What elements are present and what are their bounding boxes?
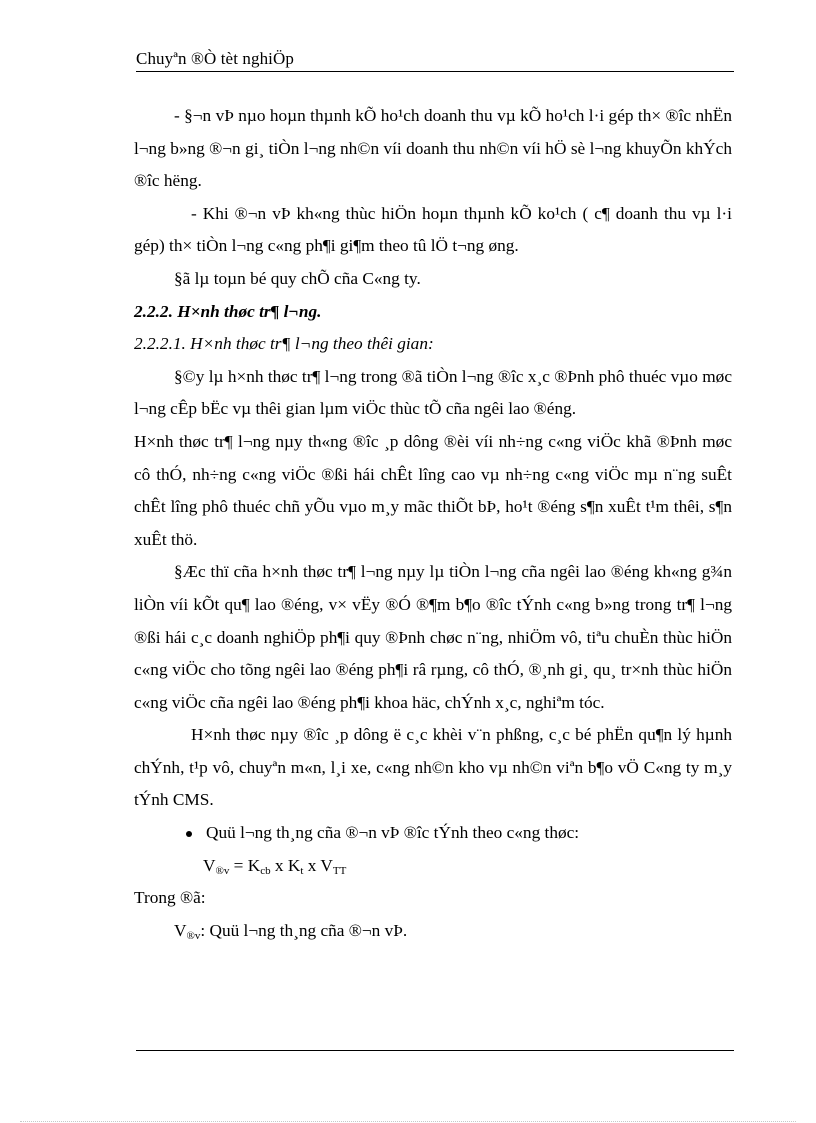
formula-vtt-sub: TT (332, 864, 347, 877)
formula-v: V (203, 855, 216, 875)
page-bottom-edge (20, 1121, 796, 1122)
formula-x2: x (303, 855, 321, 875)
salary-fund-formula (134, 850, 732, 883)
formula-k2: K (287, 855, 301, 875)
var-v: V (174, 920, 187, 940)
document-body (134, 100, 732, 947)
footer-divider (136, 1050, 734, 1051)
bullet-item (134, 817, 732, 850)
label-where: Trong ®ã: (134, 888, 206, 908)
section-heading-2-2-2-1: 2.2.2.1. H×nh thøc tr¶ l¬ng theo thêi gian: (134, 334, 434, 354)
formula-x1: x (270, 855, 288, 875)
formula-kt-sub: t (300, 864, 304, 877)
formula-k1: K (247, 855, 261, 875)
page-header-title: Chuyªn ®Ò tèt nghiÖp (136, 49, 294, 68)
formula-eq: = (229, 855, 248, 875)
var-v-definition: : Quü l¬ng th¸ng cña ®¬n vÞ. (200, 920, 408, 940)
bullet-dot-icon (186, 831, 192, 837)
header-divider (136, 71, 734, 72)
paragraph-time-based-definition: §©y lµ h×nh thøc tr¶ l¬ng trong ®ã tiÒn l¬ng ®îc x¸c ®Þnh phô thuéc vµo møc l¬ng cÊp bËc vµ thêi gian lµm viÖc thùc tÕ cña ngêi lao ®éng. (134, 366, 732, 419)
paragraph-revenue-plan: - §¬n vÞ nµo hoµn thµnh kÕ ho¹ch doanh thu vµ kÕ ho¹ch l·i gép th× ®îc nhËn l¬ng b»ng ®¬n gi¸ tiÒn l¬ng nh©n víi doanh thu nh©n víi hÖ sè l¬ng khuyÕn khÝch ®îc hëng. (134, 106, 732, 191)
formula-kcb-sub: cb (260, 864, 271, 877)
paragraph-company-regulation: §ã lµ toµn bé quy chÕ cña C«ng ty. (174, 268, 421, 288)
formula-v-sub: ®v (215, 864, 230, 877)
bullet-text: Quü l¬ng th¸ng cña ®¬n vÞ ®îc tÝnh theo c«ng thøc: (206, 823, 580, 843)
formula-v2: V (320, 855, 333, 875)
section-heading-2-2-2: 2.2.2. H×nh thøc tr¶ l¬ng. (134, 301, 322, 321)
paragraph-time-based-scope: H×nh thøc nµy ®îc ¸p dông ë c¸c khèi v¨n phßng, c¸c bé phËn qu¶n lý hµnh chÝnh, t¹p vô, chuyªn m«n, l¸i xe, c«ng nh©n kho vµ nh©n viªn b¶o vÖ C«ng ty m¸y tÝnh CMS. (134, 725, 732, 810)
var-v-sub: ®v (186, 929, 201, 942)
variable-definition-vdv (134, 915, 732, 948)
paragraph-time-based-application: H×nh thøc tr¶ l¬ng nµy th«ng ®îc ¸p dông ®èi víi nh÷ng c«ng viÖc khã ®Þnh møc cô thÓ, nh÷ng c«ng viÖc ®ßi hái chÊt lîng cao vµ nh÷ng c«ng viÖc mµ n¨ng suÊt chÊt lîng phô thuéc chñ yÕu vµo m¸y mãc thiÕt bÞ, ho¹t ®éng s¶n xuÊt t¹m thêi, s¶n xuÊt thö. (134, 431, 732, 549)
paragraph-plan-not-met: - Khi ®¬n vÞ kh«ng thùc hiÖn hoµn thµnh kÕ ko¹ch ( c¶ doanh thu vµ l·i gép) th× tiÒn l¬ng c«ng ph¶i gi¶m theo tû lÖ t¬ng øng. (134, 203, 732, 256)
paragraph-time-based-characteristics: §Æc thï cña h×nh thøc tr¶ l¬ng nµy lµ tiÒn l¬ng cña ngêi lao ®éng kh«ng g¾n liÒn víi kÕt qu¶ lao ®éng, v× vËy ®Ó ®¶m b¶o ®îc tÝnh c«ng b»ng trong tr¶ l¬ng ®ßi hái c¸c doanh nghiÖp ph¶i quy ®Þnh chøc n¨ng, nhiÖm vô, tiªu chuÈn thùc hiÖn c«ng viÖc cho tõng ngêi lao ®éng ph¶i râ rµng, cô thÓ, ®¸nh gi¸ qu¸ tr×nh thùc hiÖn c«ng viÖc cña ngêi lao ®éng ph¶i khoa häc, chÝnh x¸c, nghiªm tóc. (134, 562, 732, 712)
